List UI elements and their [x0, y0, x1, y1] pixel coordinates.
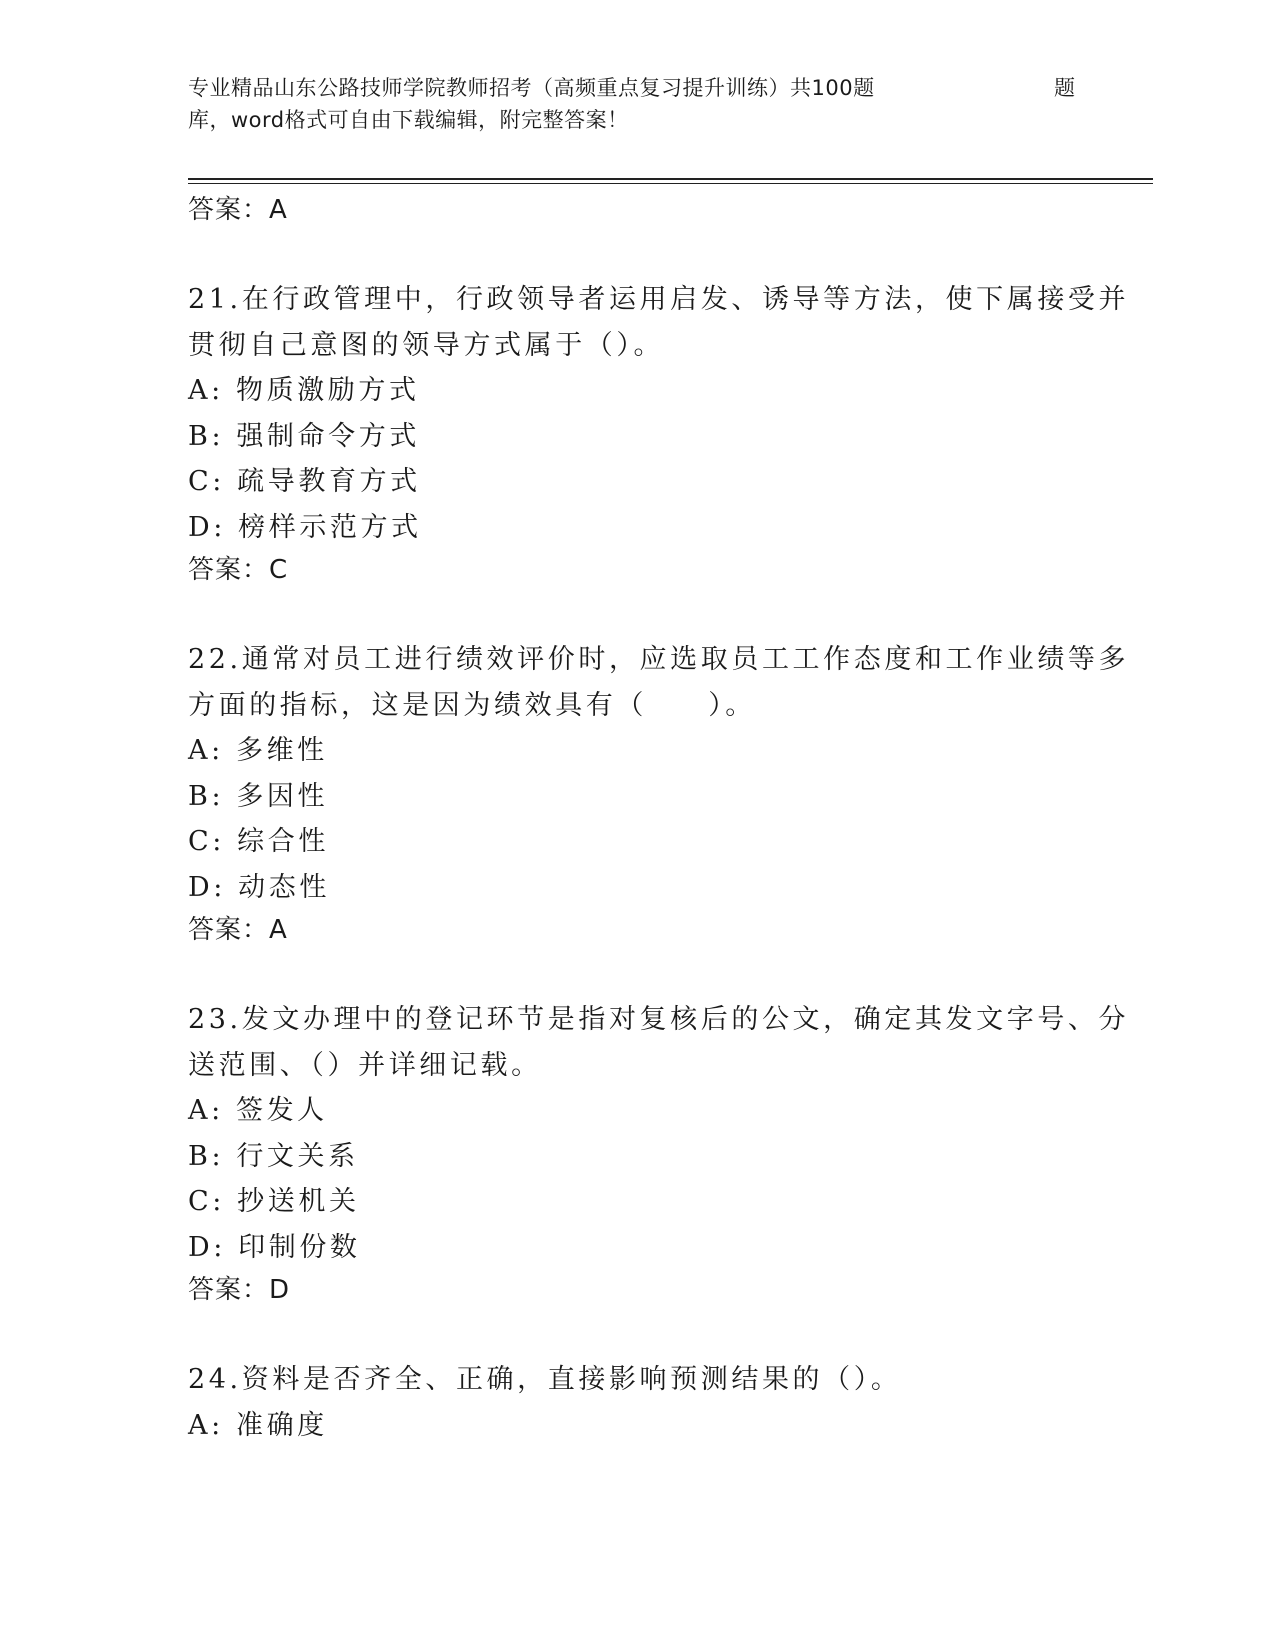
answer-line: 答案：D	[188, 1275, 291, 1305]
question-23	[188, 997, 1130, 1310]
option-d: D: 印制份数	[188, 1231, 361, 1263]
question-text	[188, 997, 1130, 1088]
option-d: D: 榜样示范方式	[188, 511, 422, 543]
option-a: A: 签发人	[188, 1095, 328, 1126]
header-rule-thin	[188, 183, 1153, 184]
question-text-line: 24.资料是否齐全、正确，直接影响预测结果的（）。	[188, 1364, 902, 1395]
option-a: A: 物质激励方式	[188, 375, 420, 406]
question-24	[188, 1357, 1088, 1448]
option-c: C: 抄送机关	[188, 1186, 360, 1217]
question-text	[188, 277, 1130, 368]
document-body	[188, 190, 1130, 1448]
option-d: D: 动态性	[188, 871, 330, 903]
header-title-line-1: 专业精品山东公路技师学院教师招考（高频重点复习提升训练）共100题	[188, 76, 875, 100]
option-b: B: 强制命令方式	[188, 420, 420, 452]
answer-line: 答案：C	[188, 555, 289, 585]
option-c: C: 综合性	[188, 826, 329, 857]
option-a: A: 多维性	[188, 735, 328, 766]
page-header	[188, 72, 1088, 136]
question-text	[188, 1357, 1088, 1403]
question-text	[188, 637, 1130, 728]
option-c: C: 疏导教育方式	[188, 466, 421, 497]
question-text-line: 23.发文办理中的登记环节是指对复核后的公文，确定其发文字号、分	[188, 1004, 1130, 1035]
header-rule-thick	[188, 178, 1153, 180]
answer-line: 答案：A	[188, 195, 288, 225]
question-21	[188, 277, 1130, 590]
question-text-line: 方面的指标，这是因为绩效具有（ ）。	[188, 689, 756, 721]
question-text-line: 21.在行政管理中，行政领导者运用启发、诱导等方法，使下属接受并	[188, 284, 1130, 315]
question-text-line: 贯彻自己意图的领导方式属于（）。	[188, 329, 665, 361]
question-22	[188, 637, 1130, 950]
answer-line: 答案：A	[188, 915, 288, 945]
header-title-line-2: 库，word格式可自由下载编辑，附完整答案！	[188, 108, 629, 132]
option-a: A: 准确度	[188, 1409, 328, 1441]
question-text-line: 送范围、（）并详细记载。	[188, 1049, 542, 1081]
question-text-line: 22.通常对员工进行绩效评价时，应选取员工工作态度和工作业绩等多	[188, 644, 1130, 675]
header-title-extra: 题	[1054, 76, 1076, 100]
option-b: B: 多因性	[188, 780, 329, 812]
option-b: B: 行文关系	[188, 1140, 359, 1172]
